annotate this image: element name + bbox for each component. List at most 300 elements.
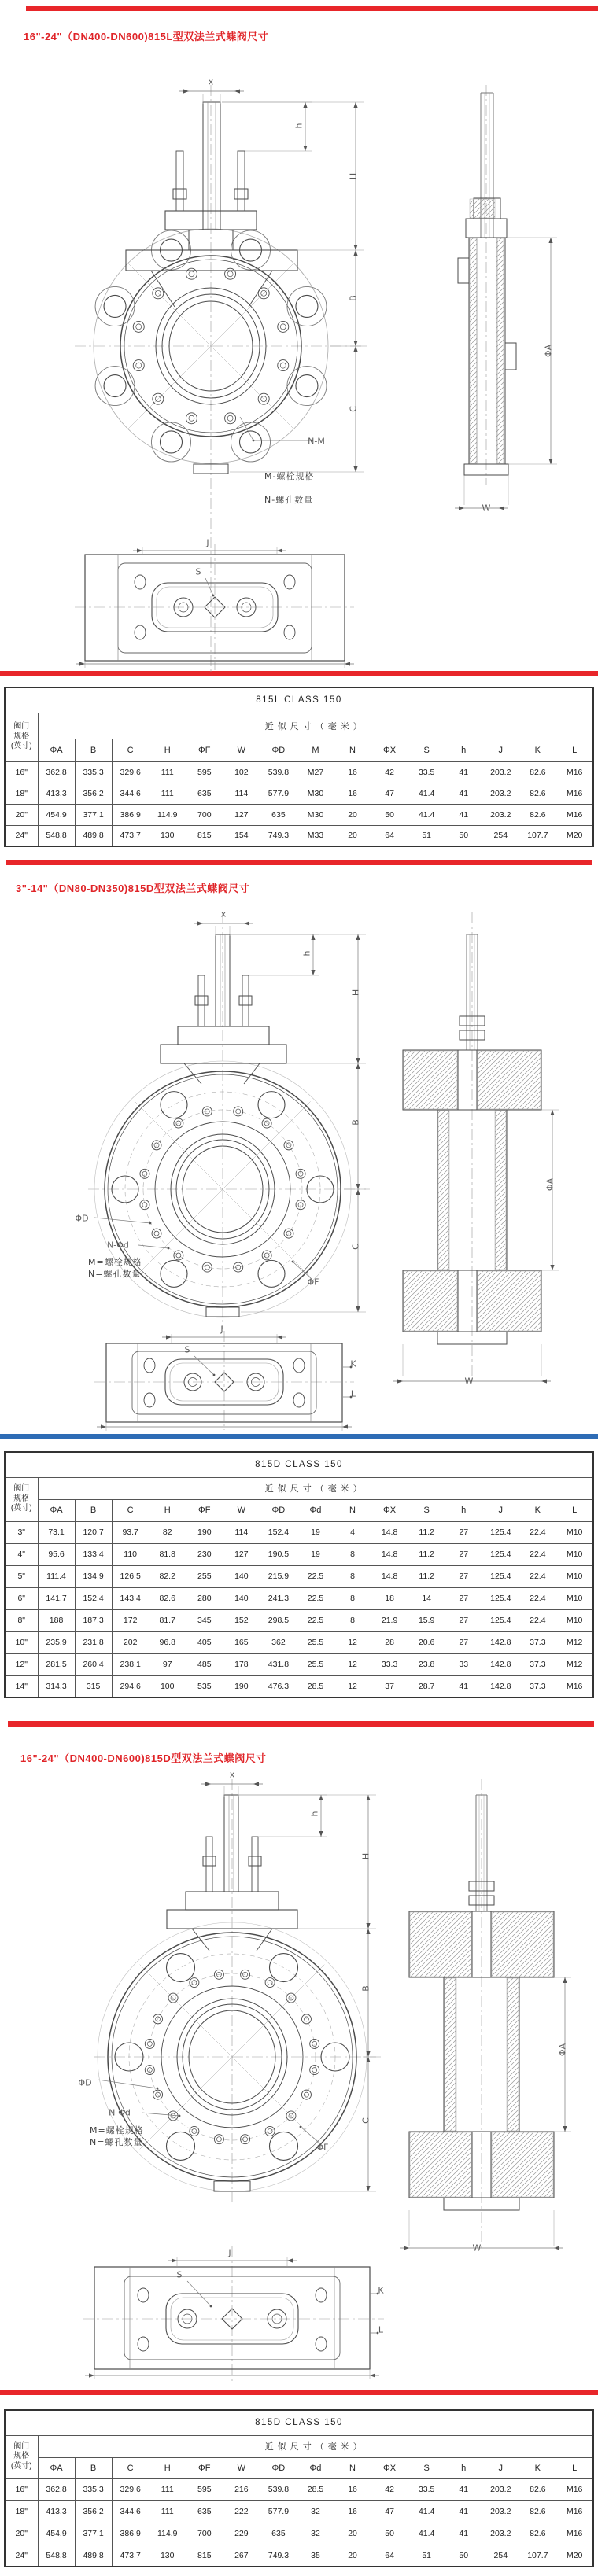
table-row bbox=[5, 1543, 593, 1565]
dim-label-dim_x: x bbox=[229, 1769, 235, 1780]
table-cell: 142.8 bbox=[482, 1653, 519, 1675]
spec-line1: 阀门 bbox=[13, 1484, 30, 1494]
table-cell: 16 bbox=[334, 783, 371, 804]
spec-line2: 规格 bbox=[13, 732, 30, 741]
table-cell: 203.2 bbox=[482, 2523, 519, 2545]
column-header: h bbox=[445, 2457, 482, 2478]
dim-label-dim_h: h bbox=[301, 950, 312, 956]
table-row bbox=[5, 1653, 593, 1675]
table-cell: 28.7 bbox=[408, 1675, 445, 1697]
table-cell: 19 bbox=[297, 1521, 334, 1543]
table-cell: 14.8 bbox=[371, 1565, 408, 1587]
table-cell: 356.2 bbox=[75, 783, 112, 804]
table-cell: 125.4 bbox=[482, 1609, 519, 1631]
table-cell: 20 bbox=[334, 804, 371, 825]
dim-label-dim_x: x bbox=[220, 908, 227, 919]
table-cell: 238.1 bbox=[112, 1653, 149, 1675]
table-cell: 133.4 bbox=[75, 1543, 112, 1565]
table-cell: 8 bbox=[334, 1587, 371, 1609]
table-cell: M30 bbox=[297, 804, 334, 825]
table-row bbox=[5, 2523, 593, 2545]
table-cell: 81.8 bbox=[149, 1543, 186, 1565]
dim-label-dim_phiF: ΦF bbox=[307, 1277, 319, 1288]
dim-label-dim_J: J bbox=[228, 2247, 231, 2258]
column-header: h bbox=[445, 1499, 482, 1521]
table-cell: M33 bbox=[297, 825, 334, 846]
table-cell: 42 bbox=[371, 2478, 408, 2500]
table-cell: 203.2 bbox=[482, 761, 519, 783]
table-cell: 82.6 bbox=[519, 2500, 556, 2523]
table-cell: 14.8 bbox=[371, 1521, 408, 1543]
table-row bbox=[5, 804, 593, 825]
table-cell: 222 bbox=[223, 2500, 260, 2523]
dim-header: 近似尺寸（毫米） bbox=[38, 713, 593, 739]
table-cell: 202 bbox=[112, 1631, 149, 1653]
table-cell: 37.3 bbox=[519, 1631, 556, 1653]
spec-line2: 规格 bbox=[13, 2452, 30, 2461]
table-cell: 413.3 bbox=[38, 2500, 75, 2523]
section1-heading: 16"-24"（DN400-DN600)815L型双法兰式蝶阀尺寸 bbox=[24, 31, 269, 42]
table-cell: 114.9 bbox=[149, 2523, 186, 2545]
column-header: S bbox=[408, 739, 445, 761]
dim-label-dim_L: L bbox=[350, 1388, 356, 1399]
spec-header bbox=[5, 713, 38, 761]
table-cell: M16 bbox=[556, 2500, 593, 2523]
table-cell: 82.6 bbox=[149, 1587, 186, 1609]
column-header: ΦX bbox=[371, 2457, 408, 2478]
table-cell: 203.2 bbox=[482, 2478, 519, 2500]
table-cell: 11.2 bbox=[408, 1521, 445, 1543]
table-cell: 298.5 bbox=[260, 1609, 297, 1631]
table-cell: 20 bbox=[334, 2523, 371, 2545]
table-cell: 100 bbox=[149, 1675, 186, 1697]
table-row bbox=[5, 1521, 593, 1543]
column-header: ΦA bbox=[38, 2457, 75, 2478]
table-cell: 377.1 bbox=[75, 2523, 112, 2545]
dim-label-dim_phiF: ΦF bbox=[316, 2142, 329, 2153]
table-row bbox=[5, 2500, 593, 2523]
table-cell: 126.5 bbox=[112, 1565, 149, 1587]
table-cell: 190.5 bbox=[260, 1543, 297, 1565]
column-header: W bbox=[223, 2457, 260, 2478]
table-cell: 24" bbox=[5, 825, 38, 846]
table-row bbox=[5, 2545, 593, 2567]
top-red-bar bbox=[26, 6, 598, 11]
column-header: ΦX bbox=[371, 1499, 408, 1521]
table-cell: 22.5 bbox=[297, 1609, 334, 1631]
column-header: B bbox=[75, 2457, 112, 2478]
table-cell: 8 bbox=[334, 1543, 371, 1565]
dim-label-dim_L: L bbox=[378, 2324, 384, 2335]
table-cell: 16" bbox=[5, 761, 38, 783]
table-cell: 230 bbox=[186, 1543, 223, 1565]
table-cell: 20.6 bbox=[408, 1631, 445, 1653]
table-cell: 142.8 bbox=[482, 1675, 519, 1697]
table-cell: 12" bbox=[5, 1653, 38, 1675]
table-cell: 82.6 bbox=[519, 2523, 556, 2545]
table-cell: 203.2 bbox=[482, 2500, 519, 2523]
spec-line3: (英寸) bbox=[10, 1504, 32, 1513]
column-header: H bbox=[149, 739, 186, 761]
table-cell: 102 bbox=[223, 761, 260, 783]
table-cell: 114 bbox=[223, 1521, 260, 1543]
table-cell: 700 bbox=[186, 804, 223, 825]
table-cell: 11.2 bbox=[408, 1543, 445, 1565]
dim-label-dim_phiA: ΦA bbox=[543, 344, 554, 358]
dim-label-dim_W: W bbox=[464, 1376, 474, 1387]
table-cell: 635 bbox=[186, 783, 223, 804]
table-row bbox=[5, 1675, 593, 1697]
table-cell: 50 bbox=[371, 804, 408, 825]
drawing-svg bbox=[0, 905, 598, 1433]
red-bar-below-table2 bbox=[8, 1721, 594, 1727]
red-bar-above-table3 bbox=[0, 2390, 598, 2395]
table-cell: 33.3 bbox=[371, 1653, 408, 1675]
table-cell: 111 bbox=[149, 2500, 186, 2523]
table-cell: 14 bbox=[408, 1587, 445, 1609]
table-cell: M10 bbox=[556, 1587, 593, 1609]
dim-label-note2: N-螺孔数量 bbox=[264, 495, 314, 505]
column-header: L bbox=[556, 2457, 593, 2478]
dim-label-dim_B: B bbox=[360, 1985, 371, 1992]
table-cell: 749.3 bbox=[260, 2545, 297, 2567]
table-cell: 4 bbox=[334, 1521, 371, 1543]
dim-label-dim_h: h bbox=[293, 123, 305, 129]
table-cell: 47 bbox=[371, 2500, 408, 2523]
table-cell: 815 bbox=[186, 2545, 223, 2567]
table-cell: 27 bbox=[445, 1565, 482, 1587]
table-cell: 25.5 bbox=[297, 1631, 334, 1653]
dim-label-dim_J: J bbox=[220, 1324, 223, 1335]
column-header: C bbox=[112, 2457, 149, 2478]
table-row bbox=[5, 1631, 593, 1653]
table-cell: 82.6 bbox=[519, 761, 556, 783]
table-cell: 241.3 bbox=[260, 1587, 297, 1609]
table-cell: M16 bbox=[556, 783, 593, 804]
table-cell: M27 bbox=[297, 761, 334, 783]
table-cell: 32 bbox=[297, 2523, 334, 2545]
column-header: H bbox=[149, 2457, 186, 2478]
dim-label-hole_callout: N-M bbox=[308, 436, 325, 447]
table-cell: 329.6 bbox=[112, 2478, 149, 2500]
table-cell: 27 bbox=[445, 1609, 482, 1631]
table-cell: 405 bbox=[186, 1631, 223, 1653]
table-cell: 107.7 bbox=[519, 2545, 556, 2567]
table-815l-class150 bbox=[4, 687, 594, 847]
table-cell: 178 bbox=[223, 1653, 260, 1675]
table-cell: 254 bbox=[482, 825, 519, 846]
table-cell: 50 bbox=[371, 2523, 408, 2545]
table-cell: 107.7 bbox=[519, 825, 556, 846]
dim-label-dim_h: h bbox=[309, 1811, 320, 1817]
table-cell: 548.8 bbox=[38, 825, 75, 846]
table-cell: 41 bbox=[445, 783, 482, 804]
table-cell: 539.8 bbox=[260, 761, 297, 783]
column-header: W bbox=[223, 1499, 260, 1521]
table-cell: 134.9 bbox=[75, 1565, 112, 1587]
table-cell: 815 bbox=[186, 825, 223, 846]
table-cell: 386.9 bbox=[112, 2523, 149, 2545]
table-cell: 82.2 bbox=[149, 1565, 186, 1587]
column-header: N bbox=[334, 1499, 371, 1521]
table-cell: 6" bbox=[5, 1587, 38, 1609]
table-cell: 18" bbox=[5, 2500, 38, 2523]
table-cell: 635 bbox=[260, 2523, 297, 2545]
table-cell: 577.9 bbox=[260, 783, 297, 804]
dimension-table bbox=[4, 687, 594, 847]
column-header: ΦD bbox=[260, 739, 297, 761]
table-cell: 27 bbox=[445, 1521, 482, 1543]
table-cell: 141.7 bbox=[38, 1587, 75, 1609]
table-cell: 27 bbox=[445, 1587, 482, 1609]
table-cell: 93.7 bbox=[112, 1521, 149, 1543]
table-cell: 152.4 bbox=[260, 1521, 297, 1543]
table-cell: 362.8 bbox=[38, 2478, 75, 2500]
table-cell: 3" bbox=[5, 1521, 38, 1543]
table-cell: 81.7 bbox=[149, 1609, 186, 1631]
table-cell: 8" bbox=[5, 1609, 38, 1631]
column-header: H bbox=[149, 1499, 186, 1521]
table-row bbox=[5, 825, 593, 846]
table-cell: 5" bbox=[5, 1565, 38, 1587]
column-header: N bbox=[334, 2457, 371, 2478]
table-cell: 42 bbox=[371, 761, 408, 783]
table-cell: 64 bbox=[371, 2545, 408, 2567]
column-header: ΦD bbox=[260, 1499, 297, 1521]
table-cell: 20" bbox=[5, 2523, 38, 2545]
dim-label-note1: M=螺栓规格 bbox=[90, 2125, 144, 2136]
dimension-table bbox=[4, 1451, 594, 1698]
table-cell: 22.4 bbox=[519, 1609, 556, 1631]
table-cell: 187.3 bbox=[75, 1609, 112, 1631]
table-cell: 41.4 bbox=[408, 783, 445, 804]
table-cell: 231.8 bbox=[75, 1631, 112, 1653]
dim-label-note2: N=螺孔数量 bbox=[88, 1269, 142, 1279]
table-cell: 635 bbox=[260, 804, 297, 825]
table-cell: 27 bbox=[445, 1543, 482, 1565]
table-cell: 190 bbox=[186, 1521, 223, 1543]
table-cell: 229 bbox=[223, 2523, 260, 2545]
table-cell: M16 bbox=[556, 2523, 593, 2545]
dim-header: 近似尺寸（毫米） bbox=[38, 2435, 593, 2457]
table-cell: 203.2 bbox=[482, 783, 519, 804]
column-header: B bbox=[75, 1499, 112, 1521]
table-cell: 41.4 bbox=[408, 2523, 445, 2545]
table-cell: 595 bbox=[186, 761, 223, 783]
drawing-svg bbox=[0, 55, 598, 673]
table-cell: 12 bbox=[334, 1631, 371, 1653]
column-header: C bbox=[112, 739, 149, 761]
table-cell: M10 bbox=[556, 1609, 593, 1631]
table-cell: 41 bbox=[445, 2523, 482, 2545]
table-cell: 143.4 bbox=[112, 1587, 149, 1609]
table-cell: 154 bbox=[223, 825, 260, 846]
column-header: ΦD bbox=[260, 2457, 297, 2478]
table-cell: 635 bbox=[186, 2500, 223, 2523]
table-cell: 16 bbox=[334, 2500, 371, 2523]
spec-line3: (英寸) bbox=[10, 2461, 32, 2471]
table-row bbox=[5, 2478, 593, 2500]
table-cell: 41 bbox=[445, 2500, 482, 2523]
table-cell: M20 bbox=[556, 2545, 593, 2567]
table-cell: 473.7 bbox=[112, 825, 149, 846]
table-cell: 21.9 bbox=[371, 1609, 408, 1631]
table-cell: 111 bbox=[149, 761, 186, 783]
table-cell: 35 bbox=[297, 2545, 334, 2567]
table-cell: 335.3 bbox=[75, 761, 112, 783]
table-cell: 41.4 bbox=[408, 804, 445, 825]
table-cell: M10 bbox=[556, 1543, 593, 1565]
table-cell: 235.9 bbox=[38, 1631, 75, 1653]
table-cell: 125.4 bbox=[482, 1521, 519, 1543]
table-cell: 413.3 bbox=[38, 783, 75, 804]
dim-label-dim_C: C bbox=[348, 406, 359, 412]
spec-line2: 规格 bbox=[13, 1494, 30, 1503]
dim-label-dim_x: x bbox=[208, 76, 214, 87]
table-cell: 82.6 bbox=[519, 783, 556, 804]
table-cell: 20 bbox=[334, 825, 371, 846]
table-cell: 4" bbox=[5, 1543, 38, 1565]
table-815d-class150-large bbox=[4, 2409, 594, 2567]
table-cell: 577.9 bbox=[260, 2500, 297, 2523]
table-cell: 254 bbox=[482, 2545, 519, 2567]
table-cell: 27 bbox=[445, 1631, 482, 1653]
table-cell: 96.8 bbox=[149, 1631, 186, 1653]
table-cell: 127 bbox=[223, 1543, 260, 1565]
table-cell: 700 bbox=[186, 2523, 223, 2545]
table-cell: 41 bbox=[445, 1675, 482, 1697]
column-header: M bbox=[297, 739, 334, 761]
table-cell: 22.5 bbox=[297, 1587, 334, 1609]
table-cell: 41 bbox=[445, 804, 482, 825]
table-cell: 11.2 bbox=[408, 1565, 445, 1587]
table-cell: 535 bbox=[186, 1675, 223, 1697]
table-cell: 15.9 bbox=[408, 1609, 445, 1631]
dim-label-note2: N=螺孔数量 bbox=[90, 2137, 143, 2147]
dim-label-dim_C: C bbox=[350, 1244, 361, 1250]
table-cell: 12 bbox=[334, 1653, 371, 1675]
table-cell: 73.1 bbox=[38, 1521, 75, 1543]
column-header: ΦF bbox=[186, 2457, 223, 2478]
table-cell: 25.5 bbox=[297, 1653, 334, 1675]
table-cell: 8 bbox=[334, 1609, 371, 1631]
column-header: Φd bbox=[297, 1499, 334, 1521]
table-cell: 18" bbox=[5, 783, 38, 804]
table-cell: 362.8 bbox=[38, 761, 75, 783]
dim-label-dim_phiA: ΦA bbox=[544, 1177, 556, 1192]
table-cell: 41.4 bbox=[408, 2500, 445, 2523]
table-cell: M10 bbox=[556, 1521, 593, 1543]
table-cell: 345 bbox=[186, 1609, 223, 1631]
table-cell: 37 bbox=[371, 1675, 408, 1697]
table-cell: 377.1 bbox=[75, 804, 112, 825]
table-cell: 267 bbox=[223, 2545, 260, 2567]
table-cell: 431.8 bbox=[260, 1653, 297, 1675]
table-cell: 16 bbox=[334, 761, 371, 783]
dim-label-dim_phiD: ΦD bbox=[78, 2077, 92, 2088]
table-cell: 120.7 bbox=[75, 1521, 112, 1543]
table-cell: 314.3 bbox=[38, 1675, 75, 1697]
dim-label-dim_B: B bbox=[348, 295, 359, 301]
table-cell: 335.3 bbox=[75, 2478, 112, 2500]
table-cell: 8 bbox=[334, 1565, 371, 1587]
table-cell: 14.8 bbox=[371, 1543, 408, 1565]
table-cell: M20 bbox=[556, 825, 593, 846]
dim-label-dim_phiD: ΦD bbox=[75, 1213, 89, 1224]
dim-label-dim_H: H bbox=[348, 172, 359, 180]
table-cell: 125.4 bbox=[482, 1543, 519, 1565]
table-row bbox=[5, 1587, 593, 1609]
column-header: J bbox=[482, 1499, 519, 1521]
table-cell: 28 bbox=[371, 1631, 408, 1653]
table-cell: 203.2 bbox=[482, 804, 519, 825]
dim-label-dim_S: S bbox=[195, 566, 201, 577]
red-bar-below-table1 bbox=[6, 860, 592, 865]
table-cell: 82.6 bbox=[519, 2478, 556, 2500]
table-cell: 130 bbox=[149, 825, 186, 846]
table-cell: 215.9 bbox=[260, 1565, 297, 1587]
dim-label-dim_C: C bbox=[360, 2117, 371, 2124]
table-cell: 281.5 bbox=[38, 1653, 75, 1675]
table-cell: 16 bbox=[334, 2478, 371, 2500]
table-cell: 82.6 bbox=[519, 804, 556, 825]
table-cell: 24" bbox=[5, 2545, 38, 2567]
dim-label-hole_callout: N-Φd bbox=[109, 2107, 131, 2118]
table-cell: 47 bbox=[371, 783, 408, 804]
dim-label-dim_W: W bbox=[482, 503, 491, 514]
table-cell: 152 bbox=[223, 1609, 260, 1631]
table-cell: 22.4 bbox=[519, 1587, 556, 1609]
spec-header bbox=[5, 2435, 38, 2478]
table-cell: 51 bbox=[408, 825, 445, 846]
table-cell: 548.8 bbox=[38, 2545, 75, 2567]
dim-label-note1: M=螺栓规格 bbox=[88, 1257, 142, 1267]
dim-label-dim_J: J bbox=[206, 537, 209, 548]
table-cell: 280 bbox=[186, 1587, 223, 1609]
table-cell: 111 bbox=[149, 2478, 186, 2500]
table-cell: 95.6 bbox=[38, 1543, 75, 1565]
table-cell: 255 bbox=[186, 1565, 223, 1587]
table-cell: 16" bbox=[5, 2478, 38, 2500]
table-cell: 82 bbox=[149, 1521, 186, 1543]
table-row bbox=[5, 761, 593, 783]
column-header: S bbox=[408, 2457, 445, 2478]
column-header: J bbox=[482, 2457, 519, 2478]
column-header: ΦF bbox=[186, 1499, 223, 1521]
table-cell: M30 bbox=[297, 783, 334, 804]
dimension-table bbox=[4, 2409, 594, 2567]
dim-label-dim_S: S bbox=[184, 1344, 190, 1355]
table-cell: 18 bbox=[371, 1587, 408, 1609]
column-header: L bbox=[556, 739, 593, 761]
table-cell: 473.7 bbox=[112, 2545, 149, 2567]
table-cell: 41 bbox=[445, 761, 482, 783]
table-cell: 33 bbox=[445, 1653, 482, 1675]
table-cell: 37.3 bbox=[519, 1675, 556, 1697]
table-title: 815D CLASS 150 bbox=[5, 2410, 593, 2435]
dim-label-dim_B: B bbox=[350, 1119, 361, 1126]
spec-line1: 阀门 bbox=[13, 2441, 30, 2451]
table-cell: 165 bbox=[223, 1631, 260, 1653]
column-header: C bbox=[112, 1499, 149, 1521]
table-cell: 22.4 bbox=[519, 1565, 556, 1587]
table-cell: 127 bbox=[223, 804, 260, 825]
table-cell: 41 bbox=[445, 2478, 482, 2500]
table-cell: 23.8 bbox=[408, 1653, 445, 1675]
dim-label-dim_S: S bbox=[176, 2269, 183, 2280]
blue-bar-above-table2 bbox=[0, 1434, 598, 1439]
dim-label-note1: M-螺栓规格 bbox=[264, 471, 315, 481]
